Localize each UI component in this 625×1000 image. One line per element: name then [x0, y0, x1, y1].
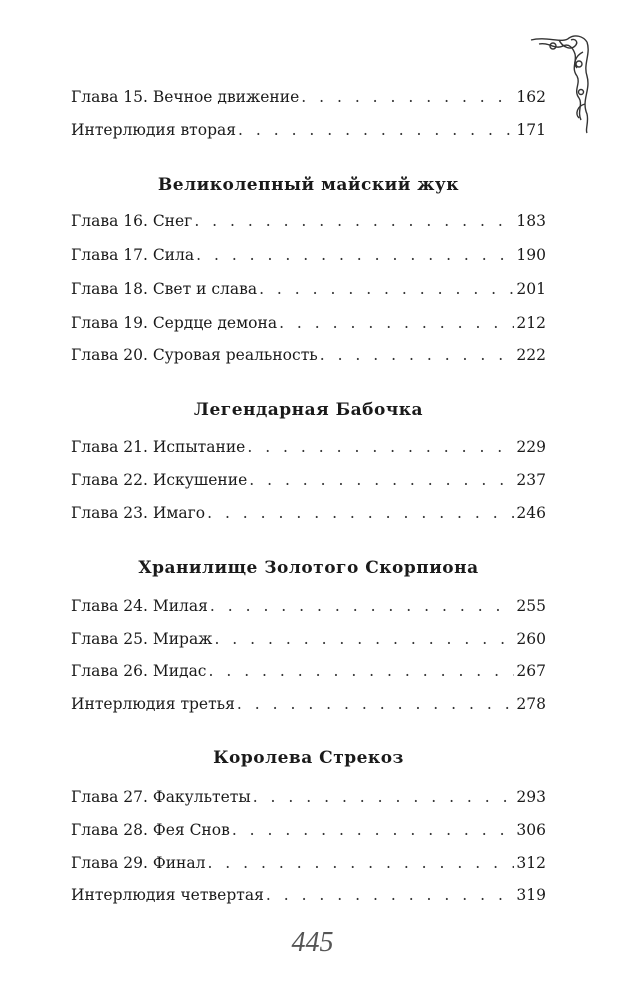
leader-dots [238, 120, 514, 140]
toc-entry-page: 255 [516, 597, 546, 615]
toc-entry[interactable] [71, 820, 546, 840]
toc-entry-title: Глава 18. Свет и слава [71, 280, 258, 298]
toc-entry-title: Глава 27. Факультеты [71, 788, 251, 806]
toc-entry[interactable] [71, 694, 546, 714]
toc-entry[interactable] [71, 503, 546, 523]
leader-dots [207, 503, 514, 523]
toc-entry-title: Глава 20. Суровая реальность [71, 346, 318, 364]
toc-entry-page: 190 [516, 246, 546, 264]
toc-entry[interactable] [71, 596, 546, 616]
toc-entry-title: Глава 29. Финал [71, 854, 206, 872]
toc-entry-page: 162 [516, 88, 546, 106]
leader-dots [194, 211, 514, 231]
toc-entry-page: 212 [516, 314, 546, 332]
leader-dots [247, 437, 514, 457]
leader-dots [259, 279, 514, 299]
toc-entry-title: Глава 16. Снег [71, 212, 193, 230]
toc-entry-title: Глава 19. Сердце демона [71, 314, 278, 332]
toc-entry-title: Интерлюдия четвертая [71, 886, 264, 904]
toc-entry-title: Глава 21. Испытание [71, 438, 246, 456]
leader-dots [237, 694, 515, 714]
leader-dots [209, 661, 515, 681]
toc-entry-title: Глава 24. Милая [71, 597, 208, 615]
toc-entry[interactable] [71, 279, 546, 299]
leader-dots [301, 87, 514, 107]
leader-dots [249, 470, 514, 490]
toc-entry-title: Глава 25. Мираж [71, 630, 213, 648]
toc-entry-page: 278 [516, 695, 546, 713]
leader-dots [232, 820, 515, 840]
leader-dots [253, 787, 515, 807]
toc-entry-title: Глава 22. Искушение [71, 471, 248, 489]
section-heading: Легендарная Бабочка [193, 400, 424, 420]
toc-entry[interactable] [71, 345, 546, 365]
toc-entry-title: Глава 28. Фея Снов [71, 821, 230, 839]
corner-ornament-icon [529, 34, 591, 134]
toc-entry-page: 319 [516, 886, 546, 904]
leader-dots [214, 629, 514, 649]
toc-entry-page: 237 [516, 471, 546, 489]
page-number: 445 [291, 927, 334, 958]
toc-entry[interactable] [71, 661, 546, 681]
leader-dots [210, 596, 515, 616]
toc-entry-page: 293 [516, 788, 546, 806]
toc-entry[interactable] [71, 470, 546, 490]
section-heading: Хранилище Золотого Скорпиона [138, 558, 479, 578]
toc-entry[interactable] [71, 885, 546, 905]
section-heading: Королева Стрекоз [213, 748, 404, 768]
leader-dots [207, 853, 514, 873]
toc-entry[interactable] [71, 120, 546, 140]
toc-entry-page: 306 [516, 821, 546, 839]
toc-entry-title: Глава 23. Имаго [71, 504, 206, 522]
toc-entry[interactable] [71, 787, 546, 807]
toc-entry-page: 201 [516, 280, 546, 298]
toc-entry-title: Интерлюдия третья [71, 695, 235, 713]
leader-dots [279, 313, 514, 333]
toc-entry-title: Глава 17. Сила [71, 246, 195, 264]
toc-entry-title: Интерлюдия вторая [71, 121, 237, 139]
toc-entry-page: 312 [516, 854, 546, 872]
toc-entry-page: 229 [516, 438, 546, 456]
toc-entry-page: 222 [516, 346, 546, 364]
leader-dots [196, 245, 514, 265]
toc-entry-title: Глава 26. Мидас [71, 662, 207, 680]
toc-entry-page: 246 [516, 504, 546, 522]
section-heading: Великолепный майский жук [157, 175, 460, 195]
toc-entry[interactable] [71, 245, 546, 265]
toc-entry-page: 183 [516, 212, 546, 230]
toc-entry[interactable] [71, 211, 546, 231]
leader-dots [266, 885, 515, 905]
toc-entry-page: 171 [516, 121, 546, 139]
toc-entry[interactable] [71, 313, 546, 333]
toc-entry[interactable] [71, 853, 546, 873]
toc-entry-page: 267 [516, 662, 546, 680]
toc-entry-page: 260 [516, 630, 546, 648]
toc-entry-title: Глава 15. Вечное движение [71, 88, 300, 106]
toc-entry[interactable] [71, 629, 546, 649]
toc-entry[interactable] [71, 437, 546, 457]
toc-entry[interactable] [71, 87, 546, 107]
leader-dots [320, 345, 515, 365]
